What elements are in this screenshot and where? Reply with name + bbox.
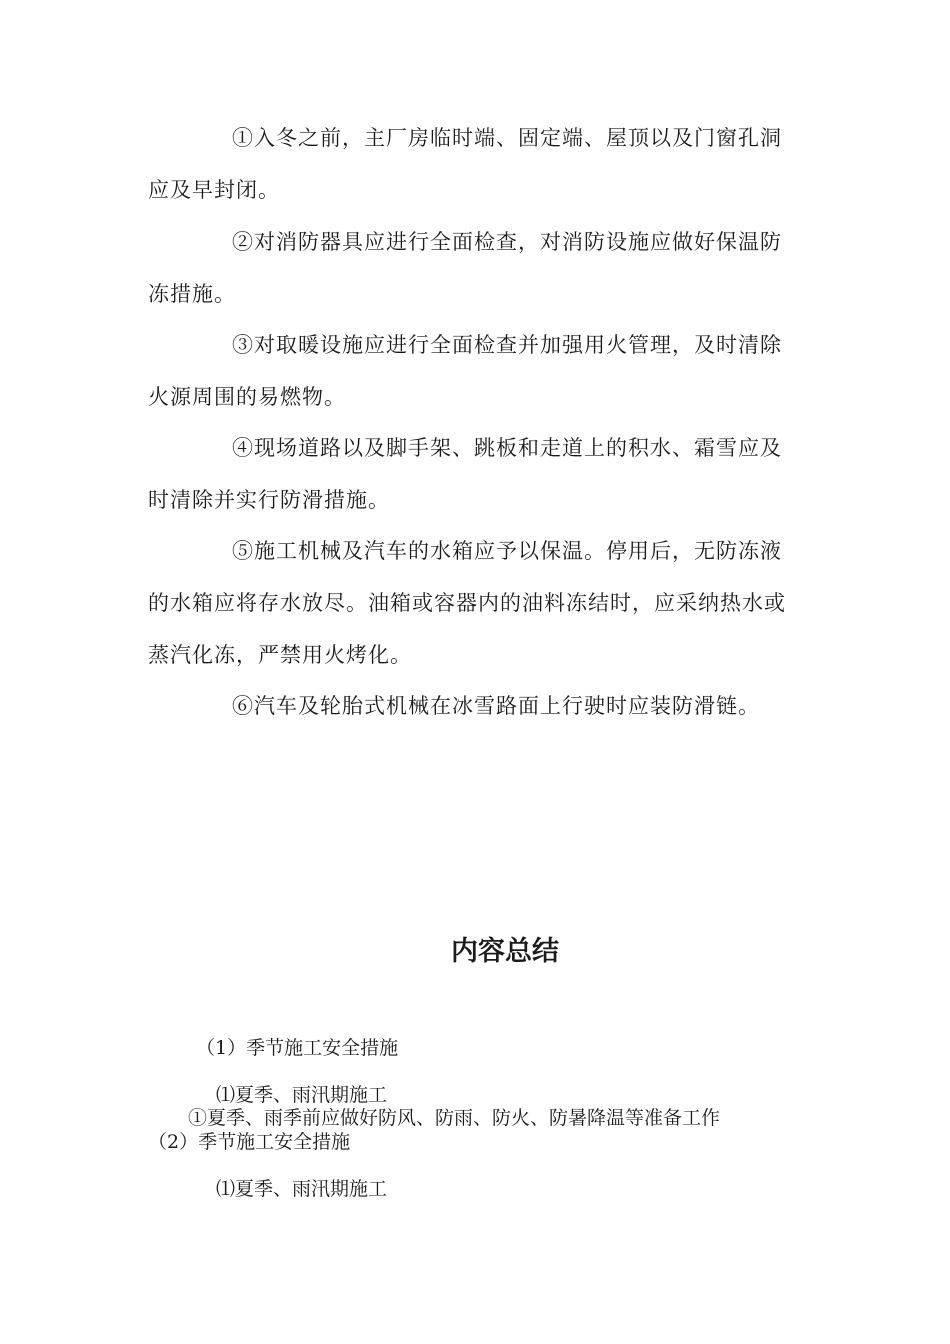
summary-title: 内容总结 (451, 936, 559, 967)
paragraph-heating-facilities: ③对取暖设施应进行全面检查并加强用火管理，及时清除火源周围的易燃物。 (148, 333, 782, 409)
paragraph-fire-equipment: ②对消防器具应进行全面检查，对消防设施应做好保温防冻措施。 (148, 230, 782, 306)
paragraph-winter-closure: ①入冬之前，主厂房临时端、固定端、屋顶以及门窗孔洞应及早封闭。 (148, 126, 782, 202)
summary-line-2: ⑴夏季、雨汛期施工 (216, 1084, 388, 1106)
paragraph-antiskid-chains: ⑥汽车及轮胎式机械在冰雪路面上行驶时应装防滑链。 (232, 694, 760, 718)
paragraph-water-tank: ⑤施工机械及汽车的水箱应予以保温。停用后，无防冻液的水箱应将存水放尽。油箱或容器内的油料冻结时，应采纳热水或蒸汽化冻，严禁用火烤化。 (148, 539, 786, 667)
summary-line-4: （2）季节施工安全措施 (148, 1131, 351, 1153)
summary-line-3: ①夏季、雨季前应做好防风、防雨、防火、防暑降温等准备工作 (188, 1107, 721, 1129)
summary-line-5: ⑴夏季、雨汛期施工 (216, 1178, 388, 1200)
summary-line-1: （1）季节施工安全措施 (196, 1037, 399, 1059)
paragraph-road-antislip: ④现场道路以及脚手架、跳板和走道上的积水、霜雪应及时清除并实行防滑措施。 (148, 436, 782, 512)
